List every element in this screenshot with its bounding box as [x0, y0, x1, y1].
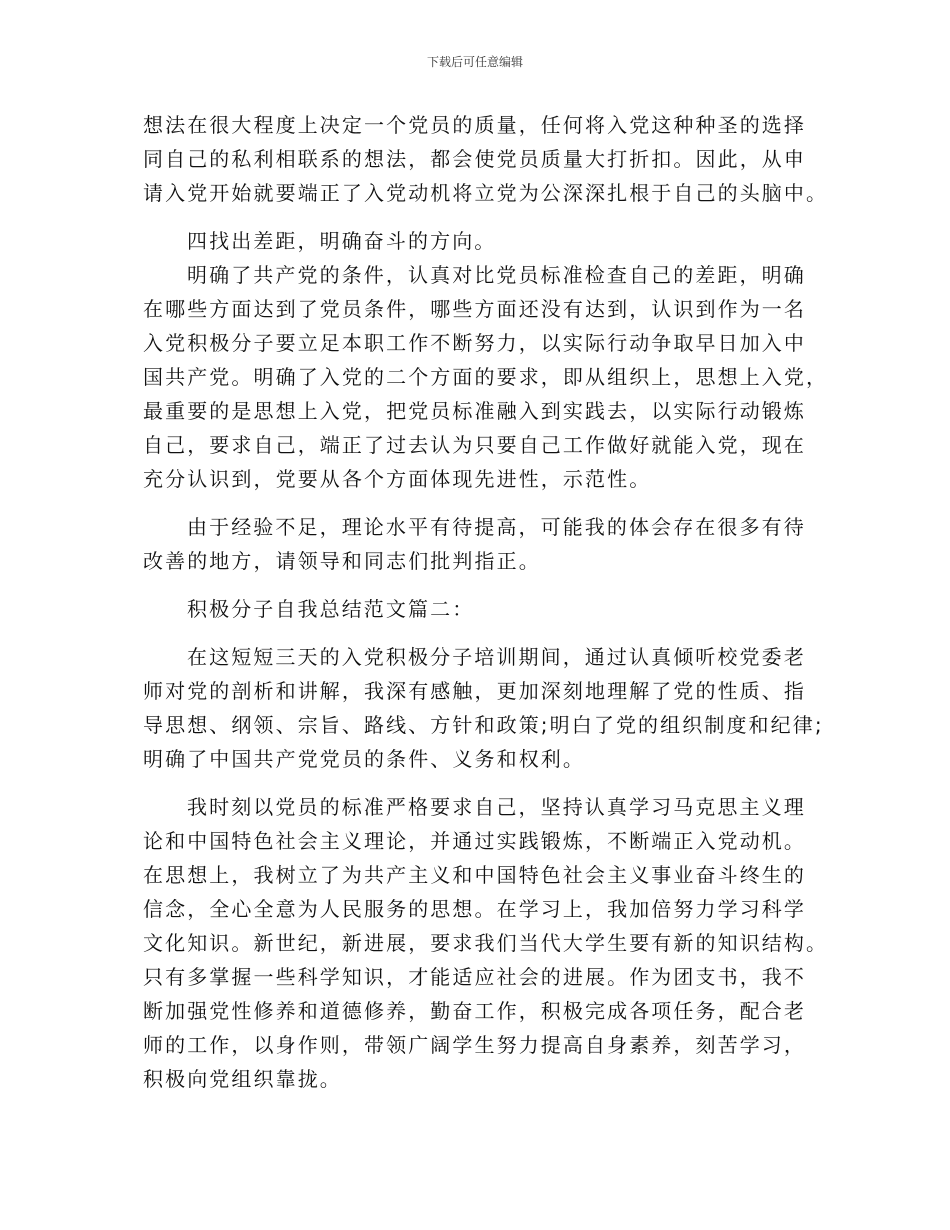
- text-line: 四找出差距，明确奋斗的方向。: [187, 229, 497, 253]
- text-line: 请入党开始就要端正了入党动机将立党为公深深扎根于自己的头脑中。: [143, 181, 829, 205]
- text-line: 师的工作，以身作则，带领广阔学生努力提高自身素养，刻苦学习，: [143, 1033, 806, 1057]
- text-line: 论和中国特色社会主义理论，并通过实践锻炼，不断端正入党动机。: [143, 829, 806, 853]
- text-line: 入党积极分子要立足本职工作不断努力，以实际行动争取早日加入中: [143, 331, 806, 355]
- text-line: 积极向党组织靠拢。: [143, 1067, 342, 1091]
- text-line: 由于经验不足，理论水平有待提高，可能我的体会存在很多有待: [187, 515, 806, 539]
- text-line: 在这短短三天的入党积极分子培训期间，通过认真倾听校党委老: [187, 645, 806, 669]
- text-line: 师对党的剖析和讲解，我深有感触，更加深刻地理解了党的性质、指: [143, 679, 806, 703]
- text-line: 在思想上，我树立了为共产主义和中国特色社会主义事业奋斗终生的: [143, 863, 806, 887]
- text-line: 想法在很大程度上决定一个党员的质量，任何将入党这种种圣的选择: [143, 113, 806, 137]
- text-line: 在哪些方面达到了党员条件，哪些方面还没有达到，认识到作为一名: [143, 297, 806, 321]
- text-line: 改善的地方，请领导和同志们批判指正。: [143, 549, 541, 573]
- text-line: 自己，要求自己，端正了过去认为只要自己工作做好就能入党，现在: [143, 433, 806, 457]
- text-line: 文化知识。新世纪，新进展，要求我们当代大学生要有新的知识结构。: [143, 931, 829, 955]
- text-line: 明确了共产党的条件，认真对比党员标准检查自己的差距，明确: [187, 263, 806, 287]
- text-line: 只有多掌握一些科学知识，才能适应社会的进展。作为团支书，我不: [143, 965, 806, 989]
- text-line: 断加强党性修养和道德修养，勤奋工作，积极完成各项任务，配合老: [143, 999, 806, 1023]
- text-line: 我时刻以党员的标准严格要求自己，坚持认真学习马克思主义理: [187, 795, 806, 819]
- text-line: 积极分子自我总结范文篇二：: [187, 597, 475, 621]
- text-line: 充分认识到，党要从各个方面体现先进性，示范性。: [143, 467, 652, 491]
- text-line: 同自己的私利相联系的想法，都会使党员质量大打折扣。因此，从申: [143, 147, 806, 171]
- text-line: 国共产党。明确了入党的二个方面的要求，即从组织上，思想上入党，: [143, 365, 829, 389]
- text-line: 导思想、纲领、宗旨、路线、方针和政策;明白了党的组织制度和纪律;: [143, 713, 824, 737]
- text-line: 明确了中国共产党党员的条件、义务和权利。: [143, 747, 585, 771]
- text-line: 信念，全心全意为人民服务的思想。在学习上，我加倍努力学习科学: [143, 897, 806, 921]
- text-line: 最重要的是思想上入党，把党员标准融入到实践去，以实际行动锻炼: [143, 399, 806, 423]
- page-header: 下载后可任意编辑: [426, 55, 523, 69]
